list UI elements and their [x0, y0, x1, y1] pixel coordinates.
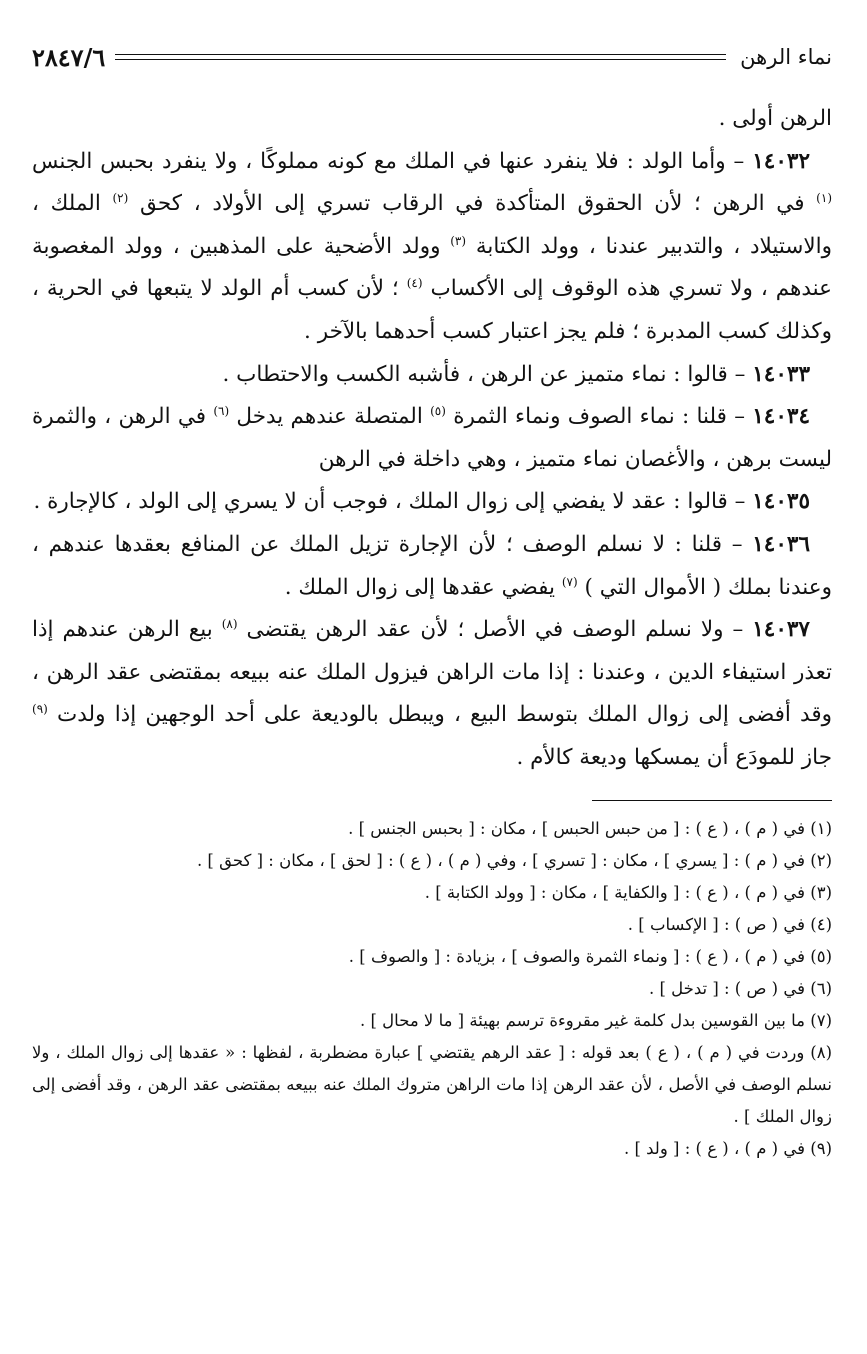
paragraph-number: ١٤٠٣٧: [752, 617, 810, 643]
text-run: – قلنا : لا نسلم الوصف ؛ لأن الإجارة تزيل الملك عن المنافع بعقدها عندهم ، وعندنا بملك ( الأموال التي ): [32, 531, 832, 600]
text-run: في الرهن ؛ لأن الحقوق المتأكدة في الرقاب تسري إلى الأولاد ، كحق: [128, 191, 817, 217]
text-run: – وأما الولد : فلا ينفرد عنها في الملك مع كونه مملوكًا ، ولا ينفرد بحبس الجنس: [32, 148, 753, 174]
footnote-8: (٨) وردت في ( م ) ، ( ع ) بعد قوله : [ عقد الرهم يقتضي ] عبارة مضطربة ، لفظها : « عقدها إلى زوال الملك ، ولا نسلم الوصف في الأصل ، لأن عقد الرهن إذا مات الراهن متروك الملك عنه ببيعه بمقتضى عقد الرهن ، وقد أفضى إلى زوال الملك ] .: [32, 1042, 832, 1126]
footnote-ref-6[interactable]: (٦): [213, 404, 230, 418]
paragraph-number: ١٤٠٣٦: [752, 531, 810, 557]
paragraph-14033: [32, 354, 832, 397]
footnote-6: (٦) في ( ص ) : [ تدخل ] .: [648, 978, 832, 998]
text-run: في الرهن ، والثمرة ليست برهن ، والأغصان نماء متميز ، وهي داخلة في الرهن: [32, 404, 832, 472]
main-text: [32, 98, 832, 780]
paragraph-number: ١٤٠٣٥: [752, 489, 810, 515]
paragraph-14037: [32, 609, 832, 779]
paragraph-14034: [32, 396, 832, 481]
footnote-divider: [592, 800, 832, 801]
footnote-ref-5[interactable]: (٥): [430, 404, 446, 418]
footnote-ref-7[interactable]: (٧): [561, 574, 578, 589]
text-run: بيع الرهن عندهم إذا تعذر استيفاء الدين ، وعندنا : إذا مات الراهن فيزول الملك عنه ببيعه بمقتضى عقد الرهن ، وقد أفضى إلى زوال الملك بتوسط البيع ، ويبطل بالوديعة على أحد الوجهين إذا ولدت: [32, 617, 832, 728]
footnote-ref-8[interactable]: (٨): [221, 616, 238, 631]
paragraph-number: ١٤٠٣٤: [752, 404, 810, 430]
paragraph-number: ١٤٠٣٢: [752, 148, 810, 174]
text-run: يفضي عقدها إلى زوال الملك .: [284, 574, 562, 600]
text-run: جاز للمودَع أن يمسكها وديعة كالأم .: [516, 744, 832, 770]
footnotes: [32, 813, 832, 1165]
footnote-ref-4[interactable]: (٤): [406, 276, 423, 291]
page-number: ٢٨٤٧/٦: [32, 42, 106, 72]
footnote-2: (٢) في ( م ) : [ يسري ] ، مكان : [ تسري ] ، وفي ( م ) ، ( ع ) : [ لحق ] ، مكان : [ كحق ] .: [196, 850, 832, 870]
text-run: – قالوا : عقد لا يفضي إلى زوال الملك ، فوجب أن لا يسري إلى الولد ، كالإجارة .: [33, 489, 753, 515]
text-run: المتصلة عندهم يدخل: [229, 404, 431, 430]
footnote-ref-2[interactable]: (٢): [112, 191, 129, 206]
text-run: – ولا نسلم الوصف في الأصل ؛ لأن عقد الرهن يقتضى: [237, 617, 753, 643]
book-page: [32, 40, 832, 1320]
text-run: – قلنا : نماء الصوف ونماء الثمرة: [445, 404, 753, 430]
text-run: وولد الأضحية على المذهبين ، وولد المغصوبة عندهم ، ولا تسري هذه الوقوف إلى الأكساب: [32, 233, 832, 302]
footnote-ref-9[interactable]: (٩): [32, 702, 48, 717]
footnote-1: (١) في ( م ) ، ( ع ) : [ من حبس الحبس ] ، مكان : [ بحبس الجنس ] .: [348, 818, 832, 838]
footnote-3: (٣) في ( م ) ، ( ع ) : [ والكفاية ] ، مكان : [ وولد الكتابة ] .: [424, 882, 832, 902]
footnote-ref-1[interactable]: (١): [816, 191, 832, 206]
footnote-ref-3[interactable]: (٣): [450, 233, 467, 248]
footnote-9: (٩) في ( م ) ، ( ع ) : [ ولد ] .: [623, 1138, 832, 1158]
running-title: نماء الرهن: [740, 45, 832, 69]
text-run: الملك ، والاستيلاد ، والتدبير عندنا ، وولد الكتابة: [32, 191, 832, 259]
text-run: – قالوا : نماء متميز عن الرهن ، فأشبه الكسب والاحتطاب .: [222, 361, 753, 387]
text-run: الرهن أولى .: [718, 106, 832, 131]
paragraph-14036: [32, 524, 832, 609]
footnote-5: (٥) في ( م ) ، ( ع ) : [ ونماء الثمرة والصوف ] ، بزيادة : [ والصوف ] .: [348, 946, 832, 966]
footnote-4: (٤) في ( ص ) : [ الإكساب ] .: [627, 914, 832, 934]
text-run: ؛ لأن كسب أم الولد لا يتبعها في الحرية ، وكذلك كسب المدبرة ؛ فلم يجز اعتبار كسب أحدهما بالآخر .: [32, 276, 832, 344]
paragraph-14032: [32, 141, 832, 354]
paragraph-continuation: [32, 98, 832, 141]
running-header: [32, 40, 832, 74]
footnote-7: (٧) ما بين القوسين بدل كلمة غير مقروءة ترسم بهيئة [ ما لا محال ] .: [360, 1010, 832, 1030]
paragraph-14035: [32, 481, 832, 524]
paragraph-number: ١٤٠٣٣: [752, 361, 810, 387]
header-double-rule: [115, 54, 726, 60]
